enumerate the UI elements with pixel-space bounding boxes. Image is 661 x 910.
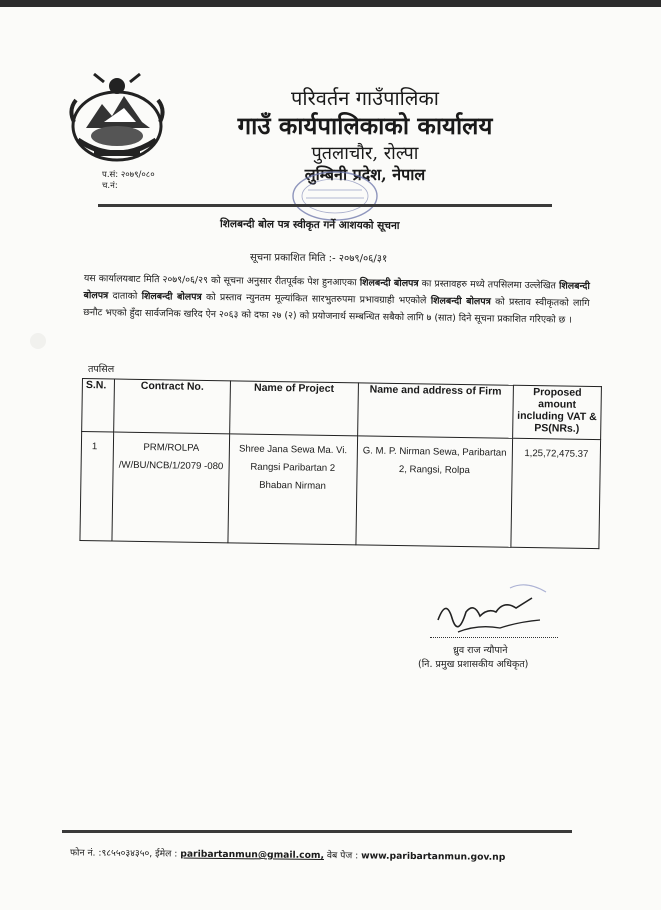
cell-amount: 1,25,72,475.37 (511, 438, 601, 548)
col-header-project: Name of Project (229, 381, 357, 436)
signature-icon (430, 578, 560, 638)
body-bold-1: शिलबन्दी बोलपत्र (359, 277, 419, 290)
notice-body (83, 270, 590, 329)
body-text-4: को प्रस्ताव न्युनतम मूल्यांकित सारभुतरुपमा प्रभावग्राही भएकोले (205, 291, 427, 307)
table-row (80, 432, 601, 549)
scan-edge (0, 0, 661, 7)
table-header-row (82, 379, 602, 440)
cell-contract: PRM/ROLPA /W/BU/NCB/1/2079 -080 (112, 432, 230, 543)
notice-subject: शिलबन्दी बोल पत्र स्वीकृत गर्ने आशयको सूचना (219, 218, 400, 232)
col-header-amount: Proposed amount including VAT & PS(NRs.) (513, 385, 602, 439)
cell-firm: G. M. P. Nirman Sewa, Paribartan 2, Rangsi, Rolpa (355, 436, 512, 547)
letter-number: प.सं: २०७९/०८० (102, 170, 155, 180)
signatory-title: (नि. प्रमुख प्रशासकीय अधिकृत) (418, 659, 529, 670)
publication-date: सूचना प्रकाशित मिति :- २०७९/०६/३१ (249, 252, 388, 265)
government-emblem-icon (64, 70, 170, 168)
municipality-name: परिवर्तन गाउँपालिका (291, 86, 439, 110)
cell-project: Shree Jana Sewa Ma. Vi. Rangsi Paribartan 2 Bhaban Nirman (228, 434, 357, 545)
body-bold-2: शिलबन्दी बोलपत्र (83, 280, 590, 302)
footer (70, 845, 570, 863)
cell-sn: 1 (80, 432, 114, 541)
signatory-name: ध्रुव राज न्यौपाने (453, 645, 508, 656)
header-rule (98, 204, 552, 207)
office-name: गाउँ कार्यपालिकाको कार्यालय (237, 111, 493, 140)
body-text-5: को प्रस्ताव स्वीकृतको लागि छनौट भएको हुँदा सार्वजनिक खरिद ऐन २०६३ को दफा २७ (२) को प्रयोजनार्थ सम्बन्धित सबैको लागि ७ (सात) दिने सूचना प्रकाशित गरिएको छ । (83, 296, 590, 326)
details-label: तपसिल (88, 364, 115, 375)
signature-line (430, 637, 558, 638)
province-name: लुम्बिनी प्रदेश, नेपाल (304, 165, 426, 184)
body-text-3: दाताको (112, 290, 138, 302)
punch-hole (30, 333, 46, 349)
col-header-sn: S.N. (82, 379, 115, 432)
dispatch-number: च.नं: (102, 181, 118, 191)
footer-phone: फोन नं. :९८५५०३४३५०, ईमेल : (69, 847, 178, 860)
body-text-2: का प्रस्तावहरु मध्ये तपसिलमा उल्लेखित (421, 278, 556, 292)
body-bold-4: शिलबन्दी बोलपत्र (430, 295, 491, 308)
col-header-contract: Contract No. (114, 379, 231, 434)
footer-website-link[interactable]: www.paribartanmun.gov.np (361, 850, 506, 863)
office-stamp-icon (290, 170, 380, 222)
body-text-1: यस कार्यालयबाट मिति २०७९/०६/२९ को सूचना अनुसार रीतपूर्वक पेश हुनआएका (83, 272, 357, 289)
reference-block (102, 170, 155, 192)
footer-web-label: वेब पेज : (326, 850, 359, 862)
footer-email-link[interactable]: paribartanmun@gmail.com, (180, 848, 325, 862)
bid-table (79, 378, 601, 549)
col-header-firm: Name and address of Firm (357, 383, 513, 438)
body-bold-3: शिलबन्दी बोलपत्र (141, 290, 202, 303)
footer-rule (62, 830, 572, 833)
office-location: पुतलाचौर, रोल्पा (311, 143, 419, 164)
bid-table-wrap (79, 378, 602, 561)
